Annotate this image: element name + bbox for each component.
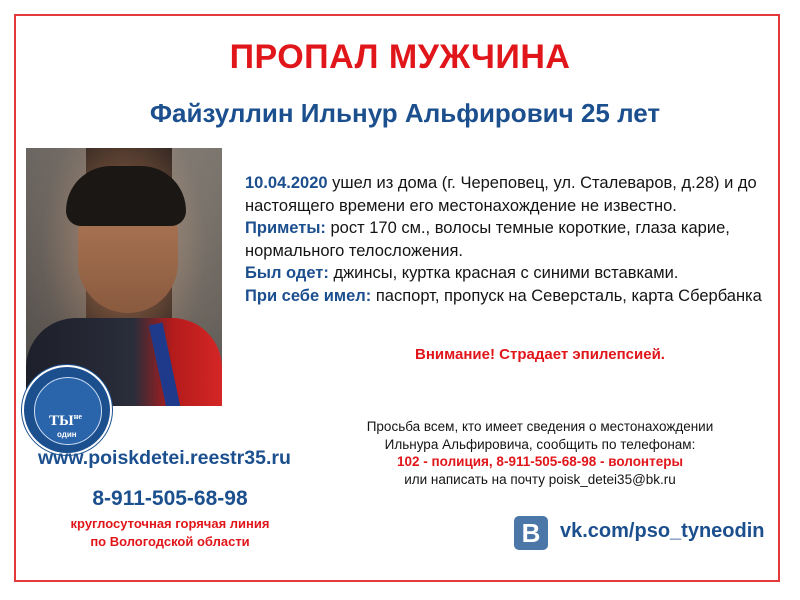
website-link[interactable]: www.poiskdetei.reestr35.ru xyxy=(38,447,291,469)
headline: ПРОПАЛ МУЖЧИНА xyxy=(229,38,571,76)
hotline-phone: 8-911-505-68-98 xyxy=(92,487,248,510)
hotline-caption: круглосуточная горячая линия по Вологодской области xyxy=(70,516,270,549)
medical-warning: Внимание! Страдает эпилепсией. xyxy=(415,346,665,363)
contact-phones: 102 - полиция, 8-911-505-68-98 - волонтеры xyxy=(397,454,683,469)
vk-link[interactable]: vk.com/pso_tyneodin xyxy=(560,520,765,542)
carried-label: При себе имел: xyxy=(245,286,372,305)
missing-date: 10.04.2020 xyxy=(245,174,328,192)
contact-email: или написать на почту poisk_detei35@bk.ru xyxy=(404,471,676,487)
vk-icon[interactable]: В xyxy=(514,516,548,550)
contact-request: Просьба всем, кто имеет сведения о местонахождении Ильнура Альфировича, сообщить по телефонам: 102 - полиция, 8-911-505-68-98 - волонтеры или написать на почту poisk_detei35@bk.ru xyxy=(310,418,770,488)
dressed-label: Был одет: xyxy=(245,264,329,282)
case-description: 10.04.2020 ушел из дома (г. Череповец, ул. Сталеваров, д.28) и до настоящего времени его местонахождение не известно. Приметы: рост 170 см., волосы темные короткие, глаза карие, нормального телосложения. Был одет: джинсы, куртка красная с синими вставками. При себе имел: паспорт, пропуск на Северсталь, карта Сбербанка xyxy=(245,174,762,305)
volunteer-logo: $ТЫ^{не}$ один xyxy=(22,365,112,455)
signs-label: Приметы: xyxy=(245,219,326,237)
person-name: Файзуллин Ильнур Альфирович 25 лет xyxy=(149,98,661,128)
